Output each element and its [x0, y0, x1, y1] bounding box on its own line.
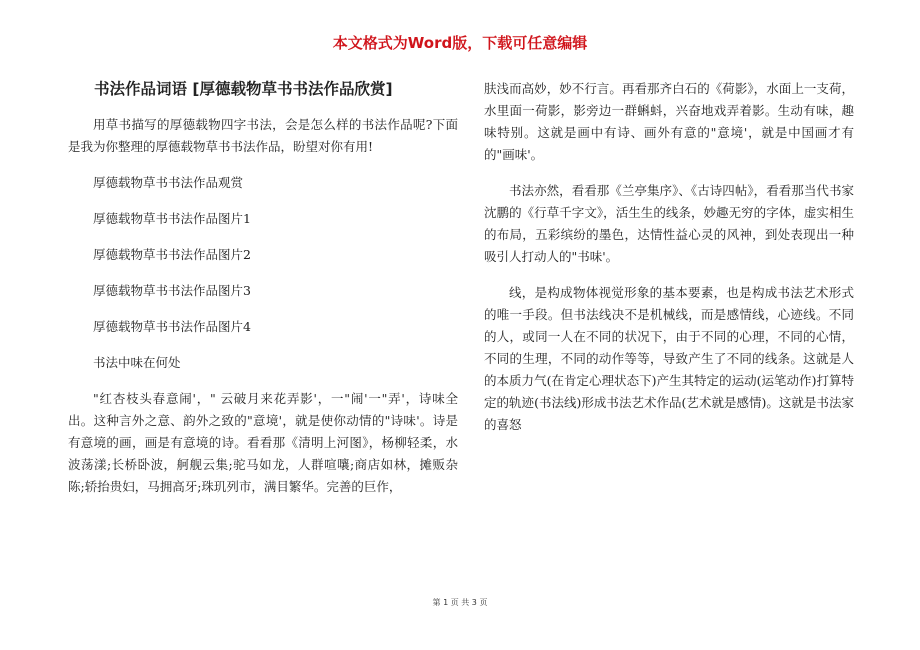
body-paragraph-continued: 肤浅而高妙，妙不行言。再看那齐白石的《荷影》，水面上一支荷，水里面一荷影，影旁边一群蝌蚪，兴奋地戏弄着影。生动有味，趣味特别。这就是画中有诗、画外有意的"意境'，就是中国画才有的"画味'。	[484, 81, 854, 162]
word-format-banner: 本文格式为Word版，下载可任意编辑	[332, 34, 588, 52]
image-caption-1: 厚德载物草书书法作品图片1	[93, 211, 251, 226]
intro-paragraph: 用草书描写的厚德载物四字书法，会是怎么样的书法作品呢?下面是我为你整理的厚德载物草书书法作品，盼望对你有用!	[68, 117, 458, 154]
left-column	[68, 78, 458, 512]
right-column	[484, 78, 854, 450]
section-heading-appreciation: 厚德载物草书书法作品观赏	[93, 175, 244, 190]
document-title: 书法作品词语 [厚德载物草书书法作品欣赏]	[94, 80, 393, 98]
page-number-footer: 第 1 页 共 3 页	[432, 598, 488, 607]
section-heading-flavor: 书法中味在何处	[93, 355, 181, 370]
body-paragraph: 线，是构成物体视觉形象的基本要素，也是构成书法艺术形式的唯一手段。但书法线决不是机械线，而是感情线，心迹线。不同的人，或同一人在不同的状况下，由于不同的心理，不同的心情，不同的生理，不同的动作等等，导致产生了不同的线条。这就是人的本质力气(在肯定心理状态下)产生其特定的运动(运笔动作)打算特定的轨迹(书法线)形成书法艺术作品(艺术就是感情)。这就是书法家的喜怒	[484, 285, 854, 432]
image-caption-3: 厚德载物草书书法作品图片3	[93, 283, 251, 298]
image-caption-4: 厚德载物草书书法作品图片4	[93, 319, 251, 334]
body-paragraph: 书法亦然，看看那《兰亭集序》、《古诗四帖》，看看那当代书家沈鹏的《行草千字文》，活生生的线条，妙趣无穷的字体，虚实相生的布局，五彩缤纷的墨色，达情性益心灵的风神，到处表现出一种吸引人打动人的"书味'。	[484, 183, 854, 264]
body-paragraph: "红杏枝头春意闹'，" 云破月来花弄影'，一"闹'一"弄'，诗味全出。这种言外之意、韵外之致的"意境'，就是使你动情的"诗味'。诗是有意境的画，画是有意境的诗。看看那《清明上河图》，杨柳轻柔，水波荡漾;长桥卧波，舸舰云集;驼马如龙，人群喧嚷;商店如林，摊贩杂陈;轿抬贵妇，马拥高牙;珠玑列市，满目繁华。完善的巨作，	[68, 391, 458, 494]
image-caption-2: 厚德载物草书书法作品图片2	[93, 247, 251, 262]
